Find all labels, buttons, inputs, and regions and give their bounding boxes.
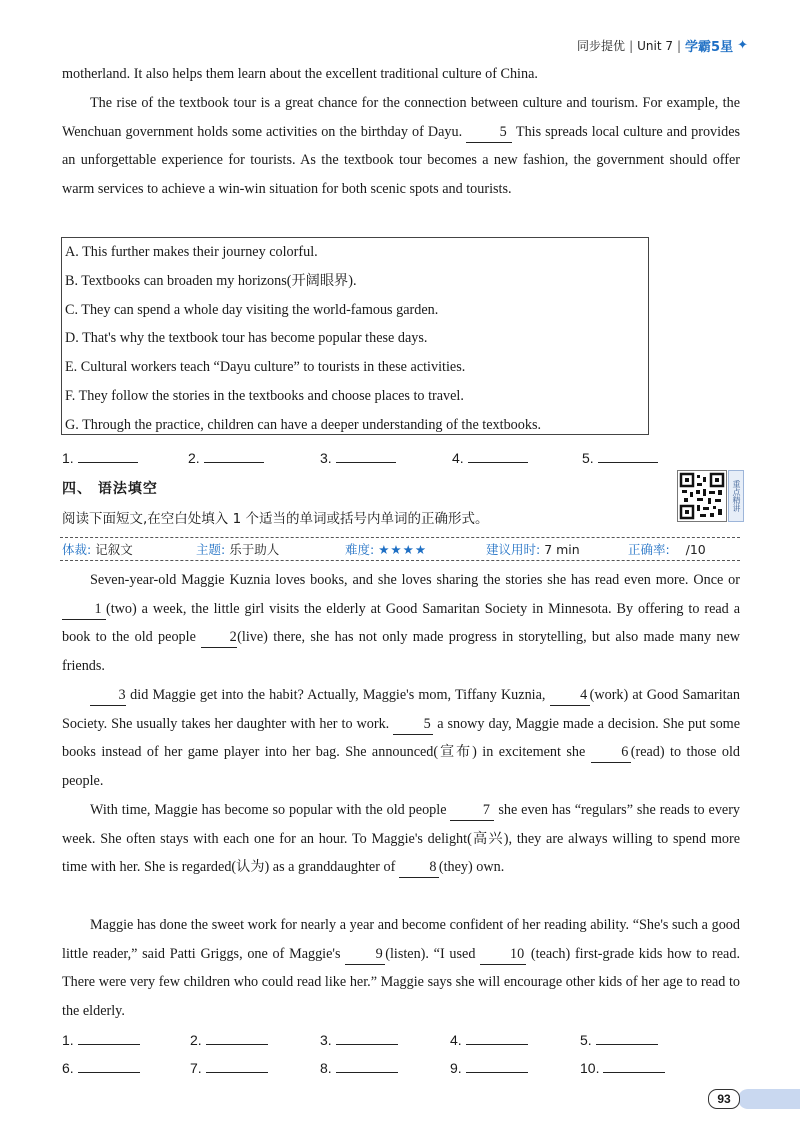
answer-slot[interactable]: 3.: [320, 1030, 398, 1048]
difficulty-stars-icon: ★★★★: [378, 542, 428, 557]
blank-3[interactable]: 3: [90, 685, 126, 706]
answer-slot[interactable]: 7.: [190, 1058, 268, 1076]
answer-slot[interactable]: 3.: [320, 448, 396, 466]
section-instruction: 阅读下面短文,在空白处填入 1 个适当的单词或括号内单词的正确形式。: [62, 511, 489, 527]
blank-7[interactable]: 7: [450, 800, 494, 821]
page-tab-decoration: [738, 1089, 800, 1109]
blank-10[interactable]: 10: [480, 944, 526, 965]
unit-label: Unit 7: [637, 38, 673, 53]
topic-value: 乐于助人: [229, 542, 280, 557]
answer-slot[interactable]: 4.: [452, 448, 528, 466]
option-a: A. This further makes their journey colorful.: [65, 244, 318, 260]
answer-slot[interactable]: 2.: [188, 448, 264, 466]
answer-slot[interactable]: 5.: [580, 1030, 658, 1048]
option-b: B. Textbooks can broaden my horizons(开阔眼界).: [65, 272, 357, 289]
accuracy-value: /10: [685, 542, 706, 557]
passage2-paragraph3: With time, Maggie has become so popular with the old people 7 she even has “regulars” she reads to every week. She often stays with each one for an hour. To Maggie's delight(高兴), they are always willing to spend more time with her. She is regarded(认为) as a granddaughter of 8 (they) own.: [62, 796, 740, 882]
blank-5[interactable]: 5: [393, 714, 433, 735]
answer-slot[interactable]: 5.: [582, 448, 658, 466]
options-box: [61, 237, 649, 435]
time-value: 7 min: [544, 542, 580, 557]
blank-2[interactable]: 2: [201, 627, 237, 648]
answer-slot[interactable]: 6.: [62, 1058, 140, 1076]
qr-code-icon[interactable]: [677, 470, 727, 522]
qr-label: 重点精讲: [728, 470, 744, 522]
blank-1[interactable]: 1: [62, 599, 106, 620]
option-f: F. They follow the stories in the textbooks and choose places to travel.: [65, 387, 464, 404]
option-g: G. Through the practice, children can have a deeper understanding of the textbooks.: [65, 416, 542, 433]
exercise-info-bar: 体裁: 记叙文 主题: 乐于助人 难度: ★★★★ 建议用时: 7 min 正确率: /10: [60, 537, 740, 561]
blank-8[interactable]: 8: [399, 857, 439, 878]
answer-slot[interactable]: 8.: [320, 1058, 398, 1076]
passage2-paragraph4: Maggie has done the sweet work for nearly a year and become confident of her reading ability. “She's such a good little reader,” said Patti Griggs, one of Maggie's 9 (listen). “I used 10 (teach) first-grade kids how to read. There were very few children who could read like her.” Maggie says she will encourage other kids of her age to read to the elderly.: [62, 917, 740, 1019]
option-e: E. Cultural workers teach “Dayu culture” to tourists in these activities.: [65, 359, 466, 376]
passage1-paragraph2: The rise of the textbook tour is a great chance for the connection between culture and tourism. For example, the Wenchuan government holds some activities on the birthday of Dayu. 5 This spreads local culture and provides an unforgettable experience for tourists. As the textbook tour becomes a new fashion, the government should offer warm services to achieve a win-win situation for both scenic spots and tourists.: [62, 95, 741, 197]
answer-row-grammar-2: [62, 1058, 662, 1082]
answer-row-grammar-1: [62, 1030, 662, 1054]
option-d: D. That's why the textbook tour has become popular these days.: [65, 330, 428, 347]
answer-slot[interactable]: 10.: [580, 1058, 665, 1076]
page-number: 93: [708, 1089, 740, 1109]
section-title: 四、 语法填空: [62, 481, 158, 497]
answer-slot[interactable]: 2.: [190, 1030, 268, 1048]
blank-9[interactable]: 9: [345, 944, 385, 965]
answer-slot[interactable]: 1.: [62, 448, 138, 466]
answer-slot[interactable]: 1.: [62, 1030, 140, 1048]
blank-5[interactable]: 5: [466, 122, 512, 143]
series-name: 同步提优: [577, 39, 626, 53]
blank-4[interactable]: 4: [550, 685, 590, 706]
page-header: 同步提优 | Unit 7 | 学霸5星 ✦: [577, 38, 748, 55]
passage2-paragraph1: Seven-year-old Maggie Kuznia loves books, and she loves sharing the stories she has read even more. Once or 1 (two) a week, the little girl visits the elderly at Good Samaritan Society in Minnesota. By offering to read a book to the old people 2(live) there, she has not only made progress in storytelling, but also made many new friends.: [62, 572, 740, 674]
blank-6[interactable]: 6: [591, 742, 631, 763]
passage2-paragraph2: 3 did Maggie get into the habit? Actually, Maggie's mom, Tiffany Kuznia, 4 (work) at Good Samaritan Society. She usually takes her daughter with her to work. 5 a snowy day, Maggie made a decision. She put some books instead of her game player into her bag. She announced(宣布) in excitement she 6 (read) to those old people.: [62, 687, 741, 789]
brand-star-icon: ✦: [737, 38, 748, 53]
answer-slot[interactable]: 9.: [450, 1058, 528, 1076]
answer-slot[interactable]: 4.: [450, 1030, 528, 1048]
genre-value: 记叙文: [95, 542, 133, 557]
option-c: C. They can spend a whole day visiting the world-famous garden.: [65, 301, 439, 318]
brand-logo: 学霸5星: [685, 40, 734, 55]
answer-row-reading: [62, 448, 662, 472]
passage1-line: motherland. It also helps them learn about the excellent traditional culture of China.: [62, 66, 538, 82]
